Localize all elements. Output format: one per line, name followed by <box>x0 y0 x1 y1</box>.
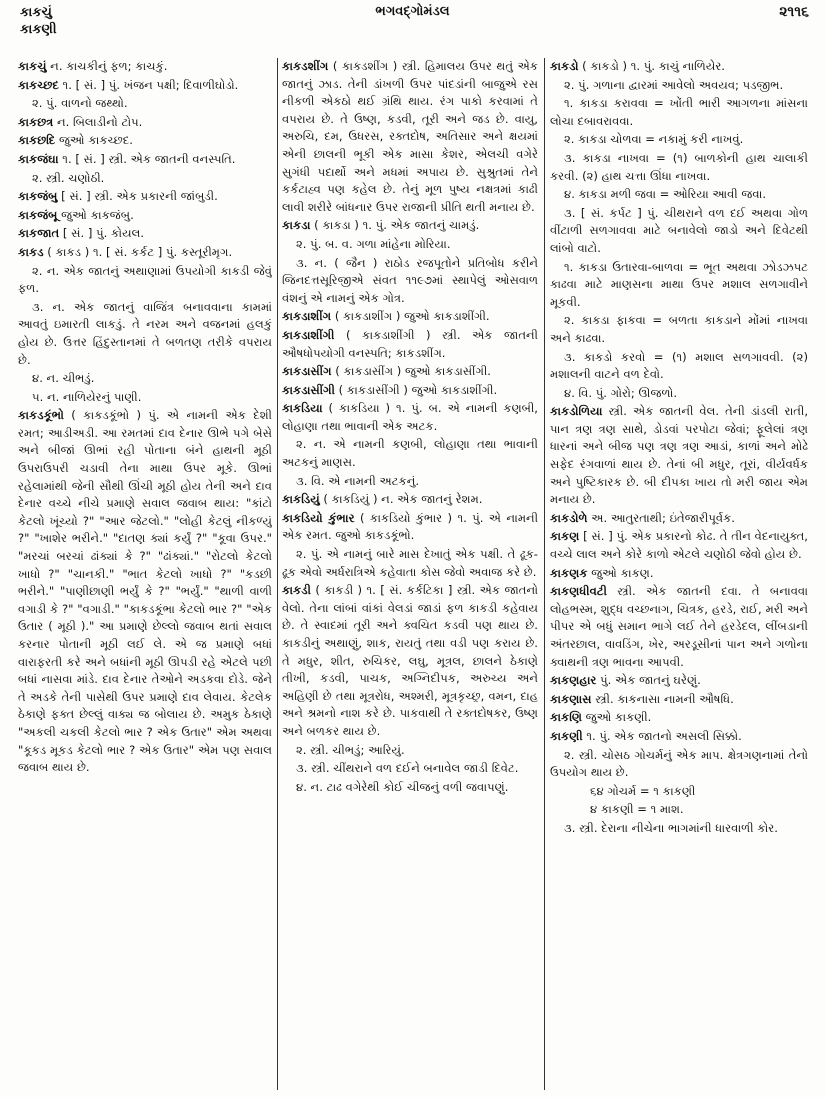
headword: કાકડી <box>282 583 311 598</box>
entry-sense <box>282 546 538 581</box>
dictionary-entry <box>282 217 538 235</box>
column-2 <box>282 58 538 1090</box>
definition-text: ( કાકડાશીંગ ) જુઓ કાકડાશીંગી. <box>331 309 490 324</box>
definition-text: ૩. કાકડો કરવો = (૧) મશાલ સળગાવવી. (૨) મશાલની વાટને વળ દેવો. <box>550 349 808 382</box>
definition-text: ૩. સ્ત્રી. દેરાના નીચેના ભાગમાંની ધારવાળી કોર. <box>564 820 778 835</box>
entry-sense <box>550 783 808 801</box>
guide-word-top: કાકચું <box>20 5 52 20</box>
dictionary-entry <box>18 132 272 150</box>
entry-sense <box>18 170 272 188</box>
definition-text: પું. એક જાતનું ઘરેણું. <box>596 673 701 688</box>
guide-word-bottom: કાકણી <box>20 22 57 37</box>
definition-text: ૨. સ્ત્રી. ચણોઠી. <box>32 170 105 185</box>
entry-sense <box>550 150 808 185</box>
dictionary-entry <box>550 403 808 509</box>
definition-text: ૪ કાકણી = ૧ માશ. <box>590 802 684 817</box>
dictionary-entry <box>550 709 808 727</box>
entry-sense <box>550 95 808 130</box>
entry-sense <box>282 742 538 760</box>
definition-text: ૩. ન. એક જાતનું વાજિંત્ર બનાવવાના કામમાં આવતું ઇમારતી લાકડું. તે નરમ અને વજનમાં હલકું હોય છે. ઉત્તર હિંદુસ્તાનમાં તે બળતણ તરીકે વપરાય છે. <box>18 299 272 367</box>
dictionary-entry <box>282 327 538 362</box>
definition-text: સ્ત્રી. એક જાતની વેલ. તેની ડાંડલી રાતી, પાન ત્રણ ત્રણ સાથે, ડોડવાં પરપોટા જેવાં; ફૂલેલાં ત્રણ ધારનાં અને બીજ પણ ત્રણ ત્રણ આડાં, કાળાં અને મોઢે સફેદ રંગવાળાં થાય છે. તેનાં બી મધુર, તૂરાં, વીર્યવર્ધક અને પુષ્ટિકારક છે. બી દીપકા ખાય તો મરી જાય એમ મનાય છે. <box>550 404 808 507</box>
dictionary-entry <box>550 583 808 671</box>
dictionary-entry <box>550 58 808 76</box>
definition-text: ૨. કાકડા ચોળવા = નકામું કરી નાખવું. <box>564 132 744 147</box>
dictionary-entry <box>282 363 538 381</box>
headword: કાકણ <box>550 529 580 544</box>
dictionary-entry <box>550 565 808 583</box>
definition-text: [ સં. ] પું. કોયલ. <box>59 226 145 241</box>
definition-text: ( કાકડશીંગ ) સ્ત્રી. હિમાલય ઉપર થતું એક જાતનું ઝાડ. તેની ડાંખળી ઉપર પાંદડાંની બાજુએ રસ નીકળી એકઠો થઈ ગ્રંથિ થાય. રંગ પાકો કરવામાં તે વપરાય છે. તે ઉષ્ણ, કડવી, તૂરી અને જડ છે. વાયુ, અરુચિ, દમ, ઉધરસ, રક્તદોષ, અતિસાર અને ક્ષયમાં એની છાલની ભૂકી એક માસા કેશર, એલચી વગેરે સુગંધી પદાર્થો અને મધમાં અપાય છે. સુશ્રુતમાં તેને કર્કટાહ્વ પણ કહેલ છે. તેનું મૂળ પુષ્ય નક્ષત્રમાં કાઢી લાવી શરીરે બાંધનાર ઉપર રાજાની પ્રીતિ થતી મનાય છે. <box>282 59 538 214</box>
definition-text: ૩. [ સં. કર્પટ ] પું. ચીથરાને વળ દઈ અથવા ગોળ વીંટાળી સળગાવવા માટે બનાવેલો જાડો અને દિવેટથી લાંબો વાટો. <box>550 205 808 255</box>
definition-text: ૨. કાકડા ફાકવા = બળતા કાકડાને મોંમાં નાખવા અને કાઢવા. <box>550 313 808 345</box>
headword: કાકડિયો કુંભાર <box>282 510 355 525</box>
headword: કાકડોળે <box>550 510 588 525</box>
dictionary-entry <box>550 528 808 563</box>
headword: કાકજાત <box>18 226 60 241</box>
dictionary-entry <box>550 728 808 746</box>
headword: કાકણાસ <box>550 691 592 706</box>
dictionary-entry <box>18 225 272 243</box>
dictionary-entry <box>282 400 538 435</box>
dictionary-entry <box>18 244 272 262</box>
definition-text: ( કાકડિયો કુંભાર ) ૧. પું. એ નામની એક રમત. જુઓ કાકડકૂંભો. <box>282 510 538 543</box>
headword: કાકડ <box>18 244 44 259</box>
definition-text: ૨. સ્ત્રી. ચોસઠ ગોચર્મનું એક માપ. ક્ષેત્રગણનામાં તેનો ઉપયોગ થાય છે. <box>550 747 808 780</box>
running-title: ભગવદ્ગોમંડલ <box>375 4 450 19</box>
headword: કાકજંબુ <box>18 189 58 204</box>
entry-sense <box>282 760 538 778</box>
entry-sense <box>18 263 272 298</box>
definition-text: અ. આતુરતાથી; ઇંતેજારીપૂર્વક. <box>587 510 735 525</box>
definition-text: ૪. વિ. પું. ગોરો; ઊજળો. <box>564 385 678 400</box>
headword: કાકડો <box>550 59 579 73</box>
column-1 <box>18 58 272 1090</box>
headword: કાકડાસીંગી <box>282 382 335 397</box>
page-number: ૨૧૧૬ <box>779 4 809 20</box>
entry-sense <box>18 299 272 369</box>
entry-sense <box>550 349 808 384</box>
definition-text: ૫. ન. નાળિયેરનું પાણી. <box>32 389 142 404</box>
dictionary-entry <box>550 691 808 709</box>
dictionary-entry <box>18 58 272 76</box>
definition-text: ( કાકડાસીંગ ) જુઓ કાકડાસીંગી. <box>331 364 491 379</box>
headword: કાકડાસીંગ <box>282 364 332 379</box>
definition-text: ૨. પું. બ. વ. ગળા માંહેના મોરિયા. <box>296 236 451 251</box>
entry-sense <box>282 473 538 491</box>
dictionary-entry <box>282 382 538 400</box>
definition-text: ન. કાચકીનું ફળ; કાચકું. <box>46 59 168 73</box>
definition-text: ( કાકડી ) ૧. [ સં. કર્કટિકા ] સ્ત્રી. એક જાતનો વેલો. તેના લાંબાં વાંકાં વેલડાં જાડાં ફળ કાકડી કહેવાય છે. તે સ્વાદમાં તૂરી અને ક્વચિત કડવી પણ થાય છે. કાકડીનું અથાણું, શાક, રાયતું તથા વડી પણ કરાય છે. તે મધુર, શીત, રુચિકર, લઘુ, મૂત્રલ, છાલને ઠેકાણે તીખી, કડવી, પાચક, અગ્નિદીપક, અરુચ્ય અને અહિણી છે તથા મૂત્રરોધ, અશ્મરી, મૂત્રકૃચ્છ્ર, વમન, દાહ અને શ્રમનો નાશ કરે છે. પાકવાથી તે રક્તદોષકર, ઉષ્ણ અને બળકર થાય છે. <box>282 583 538 738</box>
entry-sense <box>550 820 808 838</box>
entry-sense <box>550 205 808 258</box>
entry-sense <box>282 255 538 308</box>
definition-text: [ સં. ] પું. એક પ્રકારનો કોઢ. તે તીન વેદનાયુક્ત, વચ્ચે લાલ અને કોરે કાળો એટલે ચણોઠી જેવો હોય છે. <box>550 529 808 562</box>
dictionary-entry <box>282 491 538 509</box>
definition-text: ૧. કાકડા કરાવવા = ખોંતી ભારી આગળના માંસના લોચા દબાવરાવવા. <box>550 96 808 128</box>
definition-text: ૨. સ્ત્રી. ચીભડું; આરિયું. <box>296 742 405 757</box>
definition-text: ૧. કાકડા ઉતારવા-બાળવા = ભૂત અથવા ઝોડઝપટ કાઢવા માટે માણસના માથા ઉપર મશાલ સળગાવીને મૂકવી. <box>550 259 808 309</box>
headword: કાકણિ <box>550 710 582 725</box>
headword: કાકજંઘા <box>18 151 59 166</box>
column-3 <box>550 58 808 1090</box>
entry-sense <box>18 389 272 407</box>
dictionary-entry <box>18 407 272 776</box>
definition-text: ૬૪ ગોચર્મ = ૧ કાકણી <box>590 783 696 798</box>
definition-text: ૪. કાકડા મળી જવા = ઓરિયા આવી જવા. <box>564 187 767 202</box>
definition-text: ( કાકડિયા ) ૧. પું. બ. એ નામની કણબી, લોહાણા તથા ભાવાની એક અટક. <box>282 401 538 433</box>
entry-sense <box>18 370 272 388</box>
definition-text: ( કાકડકૂંભો ) પું. એ નામની એક દેશી રમત; આડીઅડી. આ રમતમાં દાવ દેનાર ઊભે પગે બેસે અને બીજાં ઊભાં રહી પોતાના બંને હાથની મૂઠી ઉપરાઉપરી ચડાવી તેના માથા ઉપર મૂકે. ઊભાં રહેલામાંથી જેની સૌથી ઊંચી મૂઠી હોય તેની અને દાવ દેનાર વચ્ચે નીચે પ્રમાણે સવાલ જવાબ થાય: "કાંટો કેટલો ખૂંચ્યો ?" "આર જેટલો." "લોહી કેટલું નીકળ્યું ?" "ખાશેર ભરીને." "દાતણ ક્યાં કર્યું ?" "કૂવા ઉપર." "મરચાં બરચાં ઢાંક્યાં કે ?" "ઢાંક્યાં." "રોટલો કેટલો ખાધો ?" "ચાનકી." "ભાત કેટલો ખાધો ?" "કડછી ભરીને." "પાણીછાણી ભર્યું કે ?" "ભર્યું." "થાળી વાળી વગાડી કે ?" "વગાડી." "કાકડકૂંભા કેટલો ભાર ?" "એક ઉતાર ( મૂઠી )." આ પ્રમાણે છેલ્લો જવાબ થતાં સવાલ કરનાર પોતાની મૂઠી લઈ લે. એ જ પ્રમાણે બધાં વારાફરતી કરે અને બધાંની મૂઠી ઊપડી રહે એટલે પછી બધાં નાસવા માંડે. દાવ દેનાર તેઓને અડકવા દોડે. જેને તે અડકે તેની પાસેથી ઉપર પ્રમાણે દાવ લેવાય. કેટલેક ઠેકાણે ફક્ત છેલ્લું વાક્ય જ બોલાય છે. અમુક ઠેકાણે "અકલી ચકલી કેટલો ભાર ? એક ઉતાર" એમ અથવા "કૂકડ મૂકડ કેટલો ભાર ? એક ઉતાર" એમ પણ સવાલ જવાબ થાય છે. <box>18 408 272 775</box>
entry-sense <box>282 779 538 797</box>
definition-text: જુઓ કાકણ. <box>587 565 654 580</box>
dictionary-entry <box>18 151 272 169</box>
definition-text: સ્ત્રી. કાકનાસા નામની ઔષધિ. <box>591 691 734 706</box>
dictionary-entry <box>550 510 808 528</box>
headword: કાકણક <box>550 565 588 580</box>
entry-sense <box>550 186 808 204</box>
definition-text: ( કાકડાસીંગી ) જુઓ કાકડાશીંગી. <box>334 382 498 397</box>
definition-text: જુઓ કાકચ્છદ. <box>55 133 133 148</box>
definition-text: ૧. [ સં. ] સ્ત્રી. એક જાતની વનસ્પતિ. <box>58 151 236 166</box>
entry-sense <box>550 312 808 347</box>
headword: કાકણહાર <box>550 673 597 688</box>
dictionary-entry <box>18 77 272 95</box>
definition-text: ૨. પું. એ નામનું બારે માસ દેખાતું એક પક્ષી. તે ઢૂક-ઢૂક એવો અર્ધરાત્રિએ કહેવાતા કોસ જેવો અવાજ કરે છે. <box>282 547 538 579</box>
headword: કાકડોળિયા <box>550 404 603 419</box>
entry-sense <box>18 95 272 113</box>
headword: કાકજંબૂ <box>18 207 58 222</box>
headword: કાકચ્છદ <box>18 77 59 92</box>
headword: કાકડિયા <box>282 401 323 416</box>
entry-sense <box>550 259 808 312</box>
definition-text: ૨. પું. વાળનો જથ્થો. <box>32 96 128 111</box>
definition-text: [ સં. ] સ્ત્રી. એક પ્રકારની જાંબુડી. <box>57 189 218 204</box>
headword: કાકડાશીંગી <box>282 327 335 342</box>
entry-sense <box>550 385 808 403</box>
definition-text: ૪. ન. ચીભડું. <box>32 371 95 386</box>
headword: કાકડકૂંભો <box>18 408 64 423</box>
definition-text: ૨. પું. ગળાના દ્વારમાં આવેલો અવયવ; પડજીભ. <box>564 77 784 92</box>
definition-text: જુઓ કાકજંબુ. <box>57 207 134 222</box>
entry-sense <box>550 747 808 782</box>
headword: કાકડા <box>282 218 311 233</box>
definition-text: સ્ત્રી. એક જાતની દવા. તે બનાવવા લોહભસ્મ, શુદ્ધ વચ્છનાગ, ચિત્રક, હરડે, રાઈ, મરી અને પીપર એ બધું સમાન ભાગે લઈ તેને હરડેદલ, લીંબડાની અંતરછાલ, વાવડિંગ, ખેર, અરડૂસીનાં પાન અને ગળોના ક્વાથની ત્રણ ભાવના આપવી. <box>550 584 808 669</box>
definition-text: ન. બિલાડીનો ટોપ. <box>53 114 143 129</box>
definition-text: ( કાકડ ) ૧. [ સં. કર્કટ ] પું. કસ્તૂરીમૃગ. <box>43 244 233 259</box>
definition-text: ૩. ન. ( જૈન ) રાઠોડ રજપૂતોને પ્રતિબોધ કરીને જિનદત્તસૂરિજીએ સંવત ૧૧૯૭માં સ્થાપેલું ઓસવાળ વંશનું એ નામનું એક ગોત્ર. <box>282 255 538 305</box>
dictionary-entry <box>282 58 538 216</box>
headword: કાકછત્ર <box>18 114 54 129</box>
entry-sense <box>282 236 538 254</box>
headword: કાકડિયું <box>282 492 320 507</box>
definition-text: ( કાકડો ) ૧. પું. કાચું નાળિયેર. <box>578 59 725 73</box>
definition-text: ૨. ન. એક જાતનું અથાણામાં ઉપયોગી કાકડી જેવું ફળ. <box>18 263 272 296</box>
definition-text: ૩. કાકડા નાખવા = (૧) બાળકોની હાથ ચાલાકી કરવી. (૨) હાથ ચત્તા ઊંધા નાખવા. <box>550 150 808 183</box>
entry-sense <box>550 131 808 149</box>
definition-text: ( કાકડિયું ) ન. એક જાતનું રેશમ. <box>319 492 483 507</box>
headword: કાકણી <box>550 728 583 743</box>
dictionary-entry <box>282 510 538 545</box>
entry-sense <box>550 77 808 95</box>
definition-text: ૩. વિ. એ નામની અટકનું. <box>296 473 420 488</box>
definition-text: ૩. સ્ત્રી. ચીંથરાને વળ દઈને બનાવેલ જાડી દિવેટ. <box>296 761 519 776</box>
definition-text: ( કાકડા ) ૧. પું. એક જાતનું ચામડું. <box>310 218 480 233</box>
headword: કાકછદિ <box>18 133 56 148</box>
dictionary-entry <box>18 207 272 225</box>
definition-text: ( કાકડાશીંગી ) સ્ત્રી. એક જાતની ઔષધોપયોગી વનસ્પતિ; કાકડશીંગ. <box>282 327 538 360</box>
entry-sense <box>282 436 538 471</box>
dictionary-entry <box>550 672 808 690</box>
definition-text: ૨. ન. એ નામની કણબી, લોહાણા તથા ભાવાની અટકનું માણસ. <box>282 437 538 470</box>
dictionary-entry <box>282 308 538 326</box>
headword: કાકડાશીંગ <box>282 309 332 324</box>
column-divider <box>277 58 278 1090</box>
definition-text: ૪. ન. ટાઢ વગેરેથી કોઈ ચીજનું વળી જવાપણું. <box>296 779 509 794</box>
entry-sense <box>550 801 808 819</box>
dictionary-entry <box>282 582 538 740</box>
dictionary-entry <box>18 188 272 206</box>
dictionary-entry <box>18 114 272 132</box>
column-divider <box>544 58 545 1090</box>
headword: કાકચું <box>18 59 47 73</box>
definition-text: ૧. પું. એક જાતનો અસલી સિક્કો. <box>582 728 742 743</box>
definition-text: ૧. [ સં. ] પું. ખંજન પક્ષી; દિવાળીઘોડો. <box>58 77 239 92</box>
headword: કાકણધીવટી <box>550 584 607 599</box>
headword: કાકડશીંગ <box>282 59 329 73</box>
definition-text: જુઓ કાકણી. <box>581 710 652 725</box>
